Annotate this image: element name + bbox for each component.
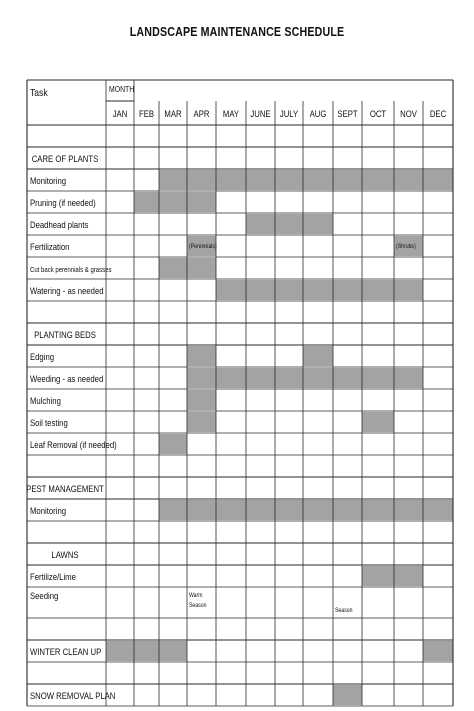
month-header: MONTH <box>109 84 135 95</box>
shaded-cell <box>303 170 333 190</box>
page-title: LANDSCAPE MAINTENANCE SCHEDULE <box>129 24 345 39</box>
shaded-cell <box>216 500 246 520</box>
shaded-cell <box>187 390 216 410</box>
shaded-cell <box>187 192 216 212</box>
shaded-cell <box>159 192 187 212</box>
shaded-cell <box>187 500 216 520</box>
shaded-cell <box>303 346 333 366</box>
shaded-cell <box>187 412 216 432</box>
task-label: Weeding - as needed <box>29 373 104 385</box>
month-column-header: SEPT <box>337 108 358 120</box>
shaded-cell <box>303 280 333 300</box>
shaded-cell <box>159 641 187 661</box>
shaded-cell <box>362 280 394 300</box>
month-column-header: FEB <box>138 108 155 120</box>
shaded-cell <box>159 434 187 454</box>
task-label: Soil testing <box>29 417 68 429</box>
shaded-cell <box>246 214 275 234</box>
shaded-cell <box>187 258 216 278</box>
month-column-header: NOV <box>400 108 417 120</box>
shaded-cell <box>333 368 362 388</box>
section-heading: PEST MANAGEMENT <box>26 483 104 495</box>
shaded-cell <box>362 412 394 432</box>
shaded-cell <box>394 170 423 190</box>
task-label: Pruning (if needed) <box>29 197 96 209</box>
cell-note: (Perennials) <box>189 243 217 251</box>
shaded-cell <box>159 500 187 520</box>
shaded-cell <box>394 500 423 520</box>
section-heading: LAWNS <box>51 549 79 561</box>
task-label: WINTER CLEAN UP <box>29 646 102 658</box>
task-label: Edging <box>29 351 55 363</box>
shaded-cell <box>362 368 394 388</box>
shaded-cell <box>303 500 333 520</box>
task-label: Cut back perennials & grasses <box>29 266 112 275</box>
month-column-header: JAN <box>112 108 128 120</box>
month-column-header: JULY <box>279 108 299 120</box>
section-heading: PLANTING BEDS <box>34 329 96 341</box>
shaded-cell <box>246 170 275 190</box>
shaded-cell <box>246 280 275 300</box>
task-label: Monitoring <box>29 505 67 517</box>
shaded-cell <box>303 214 333 234</box>
month-column-header: MAR <box>164 108 182 120</box>
cell-note: (Shrubs) <box>396 243 416 251</box>
task-label: Fertilization <box>29 241 70 253</box>
task-header: Task <box>29 87 48 99</box>
shaded-cell <box>333 500 362 520</box>
shaded-cell <box>333 280 362 300</box>
shaded-cell <box>275 500 303 520</box>
section-heading: CARE OF PLANTS <box>31 153 99 165</box>
shaded-cell <box>423 170 453 190</box>
shaded-cell <box>333 170 362 190</box>
shaded-cell <box>246 368 275 388</box>
shaded-cell <box>394 280 423 300</box>
shaded-cell <box>216 368 246 388</box>
task-label: Watering - as needed <box>29 285 104 297</box>
shaded-cell <box>134 192 159 212</box>
cell-note: Season <box>335 607 353 615</box>
month-column-header: JUNE <box>250 108 271 120</box>
shaded-cell <box>275 170 303 190</box>
task-label: Monitoring <box>29 175 67 187</box>
cell-note: Season <box>189 602 207 610</box>
shaded-cell <box>187 170 216 190</box>
shaded-cell <box>362 566 394 586</box>
shaded-cell <box>362 170 394 190</box>
task-label: Mulching <box>29 395 61 407</box>
task-label: Seeding <box>29 590 59 602</box>
month-column-header: MAY <box>222 108 240 120</box>
month-column-header: DEC <box>429 108 447 120</box>
cell-note: Warm <box>189 592 203 600</box>
task-label: SNOW REMOVAL PLAN <box>29 690 116 702</box>
shaded-cell <box>246 500 275 520</box>
task-label: Deadhead plants <box>29 219 89 231</box>
shaded-cell <box>159 170 187 190</box>
shaded-cell <box>106 641 134 661</box>
shaded-cell <box>303 368 333 388</box>
task-label: Leaf Removal (if needed) <box>29 439 117 451</box>
shaded-cell <box>333 685 362 705</box>
shaded-cell <box>423 500 453 520</box>
month-column-header: OCT <box>369 108 387 120</box>
shaded-cell <box>134 641 159 661</box>
month-column-header: APR <box>193 108 210 120</box>
shaded-cell <box>187 346 216 366</box>
shaded-cell <box>362 500 394 520</box>
task-label: Fertilize/Lime <box>29 571 76 583</box>
shaded-cell <box>187 368 216 388</box>
shaded-cell <box>394 368 423 388</box>
shaded-cell <box>275 280 303 300</box>
shaded-cell <box>216 170 246 190</box>
shaded-cell <box>216 280 246 300</box>
shaded-cell <box>159 258 187 278</box>
shaded-cell <box>275 214 303 234</box>
shaded-cell <box>275 368 303 388</box>
shaded-cell <box>394 566 423 586</box>
shaded-cell <box>423 641 453 661</box>
month-column-header: AUG <box>309 108 327 120</box>
